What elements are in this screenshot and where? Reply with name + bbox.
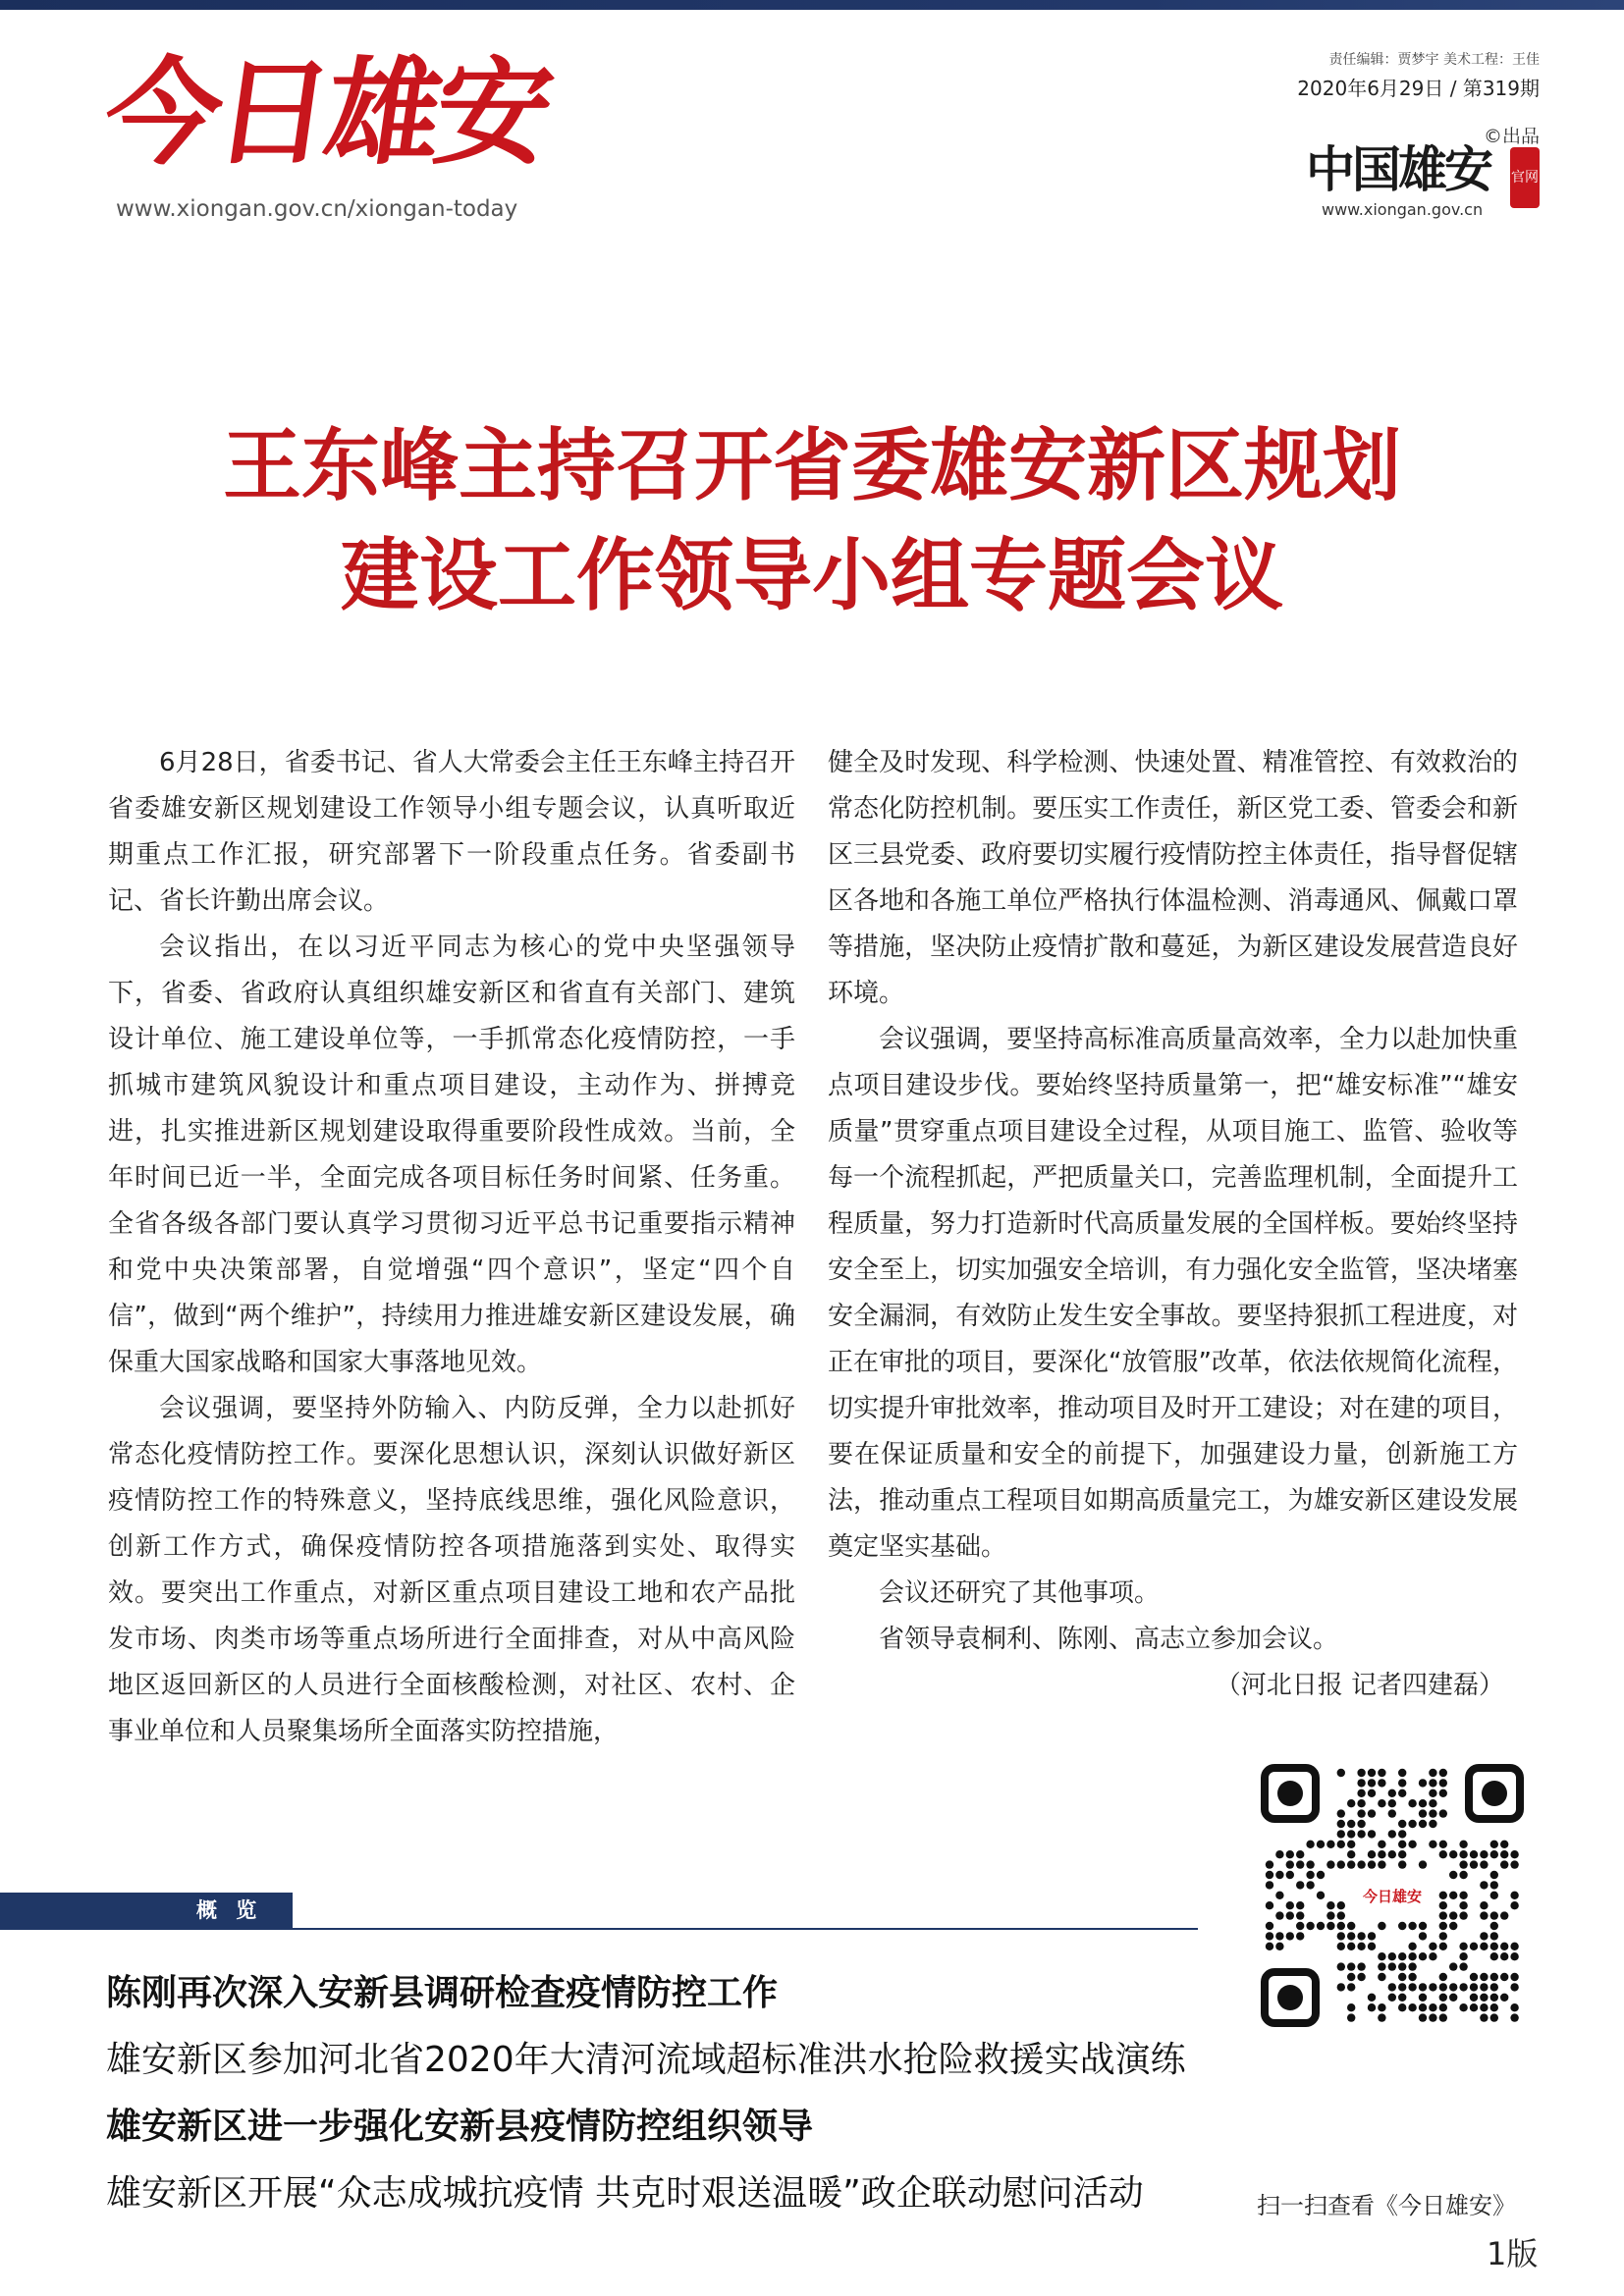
paragraph: 会议还研究了其他事项。 bbox=[879, 1578, 1161, 1608]
paragraph: 会议指出，在以习近平同志为核心的党中央坚强领导下，省委、省政府认真组织雄安新区和省直有关部门、建筑设计单位、施工建设单位等，一手抓常态化疫情防控，一手抓城市建筑风貌设计和重点项目建设，主动作为、拼搏竞进，扎实推进新区规划建设取得重要阶段性成效。当前，全年时间已近一半，全面完成各项目标任务时间紧、任务重。全省各级各部门要认真学习贯彻习近平总书记重要指示精神和党中央决策部署，自觉增强“四个意识”，坚定“四个自信”，做到“两个维护”，持续用力推进雄安新区建设发展，确保重大国家战略和国家大事落地见效。 bbox=[108, 933, 795, 1377]
byline: （河北日报 记者四建磊） bbox=[1215, 1671, 1504, 1700]
headline bbox=[59, 410, 1565, 630]
qr-caption: 扫一扫查看《今日雄安》 bbox=[1257, 2192, 1516, 2219]
issue-date: 2020年6月29日 / 第319期 bbox=[1297, 77, 1540, 100]
headline-line-1: 王东峰主持召开省委雄安新区规划 bbox=[223, 419, 1401, 511]
overview-label: 概 览 bbox=[196, 1898, 263, 1922]
produced-by: ©出品 bbox=[1483, 126, 1540, 147]
top-band bbox=[0, 0, 1624, 10]
paragraph: 6月28日，省委书记、省人大常委会主任王东峰主持召开省委雄安新区规划建设工作领导小组专题会议，认真听取近期重点工作汇报，研究部署下一阶段重点任务。省委副书记、省长许勤出席会议。 bbox=[108, 748, 795, 916]
brand-url[interactable]: www.xiongan.gov.cn bbox=[1322, 200, 1484, 219]
qr-code-icon[interactable] bbox=[1259, 1762, 1526, 2029]
overview-item[interactable]: 雄安新区参加河北省2020年大清河流域超标准洪水抢险救援实战演练 bbox=[106, 2040, 1186, 2080]
headline-line-2: 建设工作领导小组专题会议 bbox=[341, 529, 1283, 621]
article-column-right bbox=[828, 740, 1518, 1709]
page-number: 1版 bbox=[1487, 2235, 1539, 2272]
qr-center-label: 今日雄安 bbox=[1362, 1888, 1423, 1905]
paragraph: 会议强调，要坚持外防输入、内防反弹，全力以赴抓好常态化疫情防控工作。要深化思想认识，深刻认识做好新区疫情防控工作的特殊意义，坚持底线思维，强化风险意识，创新工作方式，确保疫情防控各项措施落到实处、取得实效。要突出工作重点，对新区重点项目建设工地和农产品批发市场、肉类市场等重点场所进行全面排查，对从中高风险地区返回新区的人员进行全面核酸检测，对社区、农村、企事业单位和人员聚集场所全面落实防控措施， bbox=[108, 1394, 795, 1746]
paragraph: 健全及时发现、科学检测、快速处置、精准管控、有效救治的常态化防控机制。要压实工作责任，新区党工委、管委会和新区三县党委、政府要切实履行疫情防控主体责任，指导督促辖区各地和各施工单位严格执行体温检测、消毒通风、佩戴口罩等措施，坚决防止疫情扩散和蔓延，为新区建设发展营造良好环境。 bbox=[828, 748, 1518, 1008]
brand-logo: 中国雄安 bbox=[1306, 140, 1490, 198]
masthead-logo: 今日雄安 bbox=[96, 44, 556, 181]
paragraph: 会议强调，要坚持高标准高质量高效率，全力以赴加快重点项目建设步伐。要始终坚持质量第一，把“雄安标准”“雄安质量”贯穿重点项目建设全过程，从项目施工、监管、验收等每一个流程抓起，严把质量关口，完善监理机制，全面提升工程质量，努力打造新时代高质量发展的全国样板。要始终坚持安全至上，切实加强安全培训，有力强化安全监管，坚决堵塞安全漏洞，有效防止发生安全事故。要坚持狠抓工程进度，对正在审批的项目，要深化“放管服”改革，依法依规简化流程，切实提升审批效率，推动项目及时开工建设；对在建的项目，要在保证质量和安全的前提下，加强建设力量，创新施工方法，推动重点工程项目如期高质量完工，为雄安新区建设发展奠定坚实基础。 bbox=[828, 1025, 1518, 1562]
brand-seal-text: 官网 bbox=[1511, 169, 1539, 186]
paragraph: 省领导袁桐利、陈刚、高志立参加会议。 bbox=[879, 1625, 1339, 1654]
overview-header bbox=[0, 1893, 293, 1928]
masthead-url[interactable]: www.xiongan.gov.cn/xiongan-today bbox=[116, 196, 518, 222]
overview-divider bbox=[0, 1928, 1198, 1930]
brand-seal bbox=[1510, 147, 1540, 208]
overview-item[interactable]: 雄安新区进一步强化安新县疫情防控组织领导 bbox=[106, 2107, 814, 2147]
overview-item[interactable]: 雄安新区开展“众志成城抗疫情 共克时艰送温暖”政企联动慰问活动 bbox=[106, 2173, 1144, 2214]
editors-credit: 责任编辑：贾梦宇 美术工程：王佳 bbox=[1328, 52, 1540, 68]
overview-item[interactable]: 陈刚再次深入安新县调研检查疫情防控工作 bbox=[106, 1973, 779, 2013]
article-column-left bbox=[108, 740, 795, 1755]
